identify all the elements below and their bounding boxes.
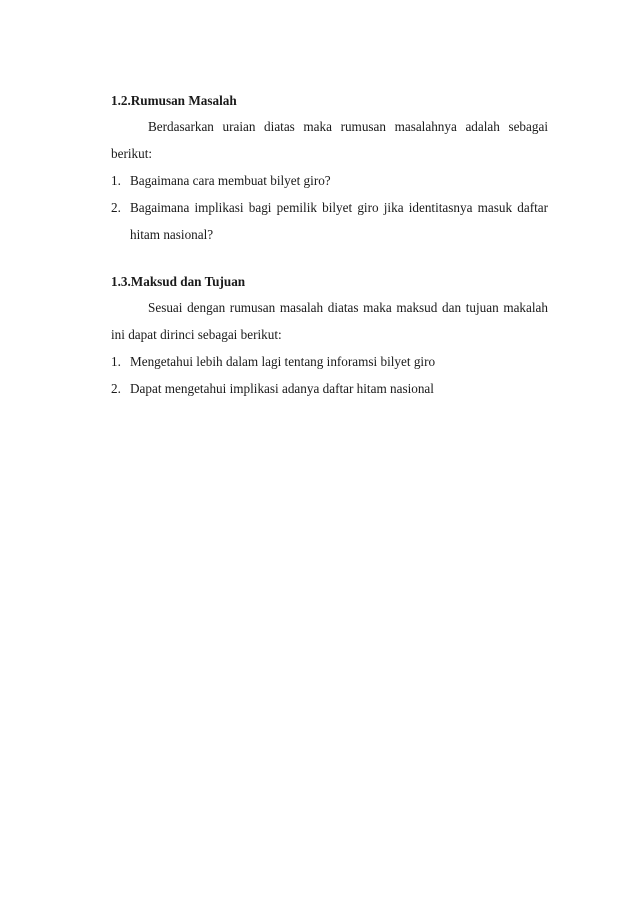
section1-intro-line2: berikut:	[111, 146, 153, 161]
page-content	[111, 88, 548, 401]
list-item	[111, 349, 548, 374]
list-item	[111, 168, 548, 193]
list-item	[111, 195, 548, 249]
list-item-text: Dapat mengetahui implikasi adanya daftar hitam nasional	[130, 381, 434, 396]
list-item-text-continued: hitam nasional?	[130, 227, 214, 242]
section-heading-maksud-dan-tujuan: 1.3.Maksud dan Tujuan	[111, 274, 246, 289]
list-item	[111, 376, 548, 401]
list-item-number: 1.	[111, 173, 121, 188]
section2-intro-text: Sesuai dengan rumusan masalah diatas maka maksud dan tujuan makalah	[148, 300, 548, 315]
list-item-number: 2.	[111, 200, 121, 215]
list-item-number: 1.	[111, 354, 121, 369]
section2-intro-line2: ini dapat dirinci sebagai berikut:	[111, 327, 282, 342]
section-spacer	[111, 249, 548, 269]
list-item-number: 2.	[111, 381, 121, 396]
list-item-text: Bagaimana cara membuat bilyet giro?	[130, 173, 331, 188]
list-item-text: Mengetahui lebih dalam lagi tentang inforamsi bilyet giro	[130, 354, 436, 369]
list-item-text: Bagaimana implikasi bagi pemilik bilyet giro jika identitasnya masuk daftar	[130, 200, 548, 215]
section2-intro-line1	[111, 295, 548, 321]
section-heading-rumusan-masalah: 1.2.Rumusan Masalah	[111, 93, 237, 108]
section1-intro-line1	[111, 114, 548, 140]
section1-intro-text: Berdasarkan uraian diatas maka rumusan masalahnya adalah sebagai	[148, 119, 548, 134]
